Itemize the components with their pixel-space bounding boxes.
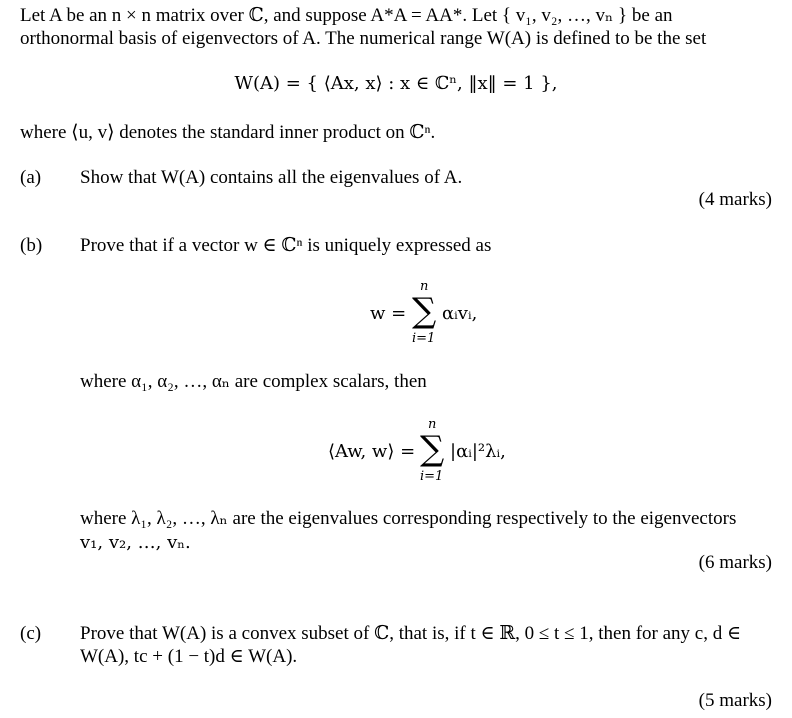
part-b-scalars-text: where α₁, α₂, …, αₙ are complex scalars, then xyxy=(80,371,427,392)
eq2-lower-limit: i=1 xyxy=(420,469,444,484)
sum-equation-w xyxy=(370,278,510,350)
intro-line-2: orthonormal basis of eigenvectors of A. The numerical range W(A) is defined to be the set xyxy=(20,28,707,49)
eq1-sum-symbol: ∑ xyxy=(412,291,437,331)
part-c-line-2: W(A), tc + (1 − t)d ∈ W(A). xyxy=(80,646,298,667)
part-a-label: (a) xyxy=(20,167,42,188)
part-a-marks: (4 marks) xyxy=(698,189,772,210)
eq1-lhs: w = xyxy=(370,303,407,324)
definition-equation: W(A) = { ⟨Ax, x⟩ : x ∈ ℂⁿ, ‖x‖ = 1 }, xyxy=(234,73,558,94)
part-b-text: Prove that if a vector w ∈ ℂⁿ is uniquely expressed as xyxy=(80,235,492,256)
eq2-upper-limit: n xyxy=(428,417,437,432)
part-c-marks: (5 marks) xyxy=(698,690,772,711)
part-b-eigen-line-1: where λ₁, λ₂, …, λₙ are the eigenvalues corresponding respectively to the eigenvectors xyxy=(80,508,737,529)
part-c-label: (c) xyxy=(20,623,42,644)
eq1-rhs: αᵢvᵢ, xyxy=(442,303,478,324)
inner-product-note: where ⟨u, v⟩ denotes the standard inner product on ℂⁿ. xyxy=(20,122,436,143)
eq2-lhs: ⟨Aw, w⟩ = xyxy=(328,441,416,462)
eq2-sum-symbol: ∑ xyxy=(420,429,445,469)
part-c-line-1: Prove that W(A) is a convex subset of ℂ, that is, if t ∈ ℝ, 0 ≤ t ≤ 1, then for any c, d ∈ xyxy=(80,623,742,644)
part-b-marks: (6 marks) xyxy=(698,552,772,573)
intro-line-1: Let A be an n × n matrix over ℂ, and suppose A*A = AA*. Let { v₁, v₂, …, vₙ } be an xyxy=(20,5,673,26)
eq2-rhs: |αᵢ|²λᵢ, xyxy=(450,441,506,462)
eq1-lower-limit: i=1 xyxy=(412,331,436,346)
sum-equation-inner-product xyxy=(328,416,548,488)
part-a-text: Show that W(A) contains all the eigenvalues of A. xyxy=(80,167,463,188)
eq1-upper-limit: n xyxy=(420,279,429,294)
part-b-label: (b) xyxy=(20,235,43,256)
part-b-eigen-line-2: v₁, v₂, …, vₙ. xyxy=(80,532,191,553)
